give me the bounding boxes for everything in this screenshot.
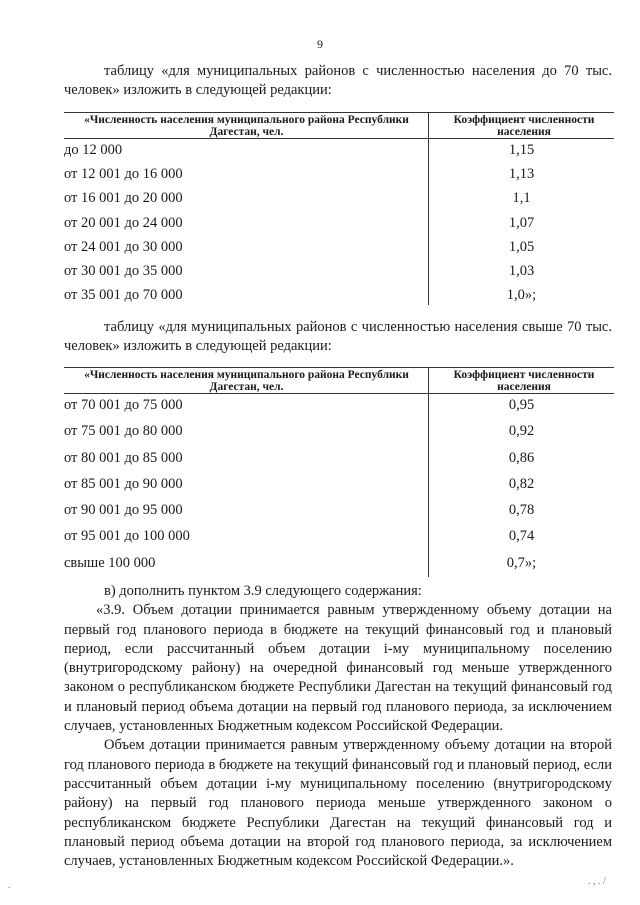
table-row: от 35 001 до 70 000 1,0»; [64,287,537,304]
intro-text-1: таблицу «для муниципальных районов с численностью населения до 70 тыс. человек» изложить в следующей редакции: [64,63,612,98]
page-number: 9 [317,37,323,51]
table-row: свыше 100 000 0,7»; [64,554,537,571]
table-row: от 30 001 до 35 000 1,03 [64,262,535,279]
amendment-text [64,582,612,871]
header-coefficient: Коэффициент численности населения [453,114,595,138]
paragraph-3-9-part-2: Объем дотации принимается равным утвержденному объему дотации на второй год планового периода в бюджете на текущий финансовый год и плановый период, если рассчитанный объем дотации i-му муниципальному поселению (внутригородскому району) на первый год планового периода меньше утвержденного законом о республиканском бюджете Республики Дагестан на текущий финансовый год и плановый период объема дотации на второй год планового периода, за исключением случаев, установленных Бюджетным кодексом Российской Федерации.». [64,737,612,870]
table-row: от 24 001 до 30 000 1,05 [64,238,535,255]
header-population: «Численность населения муниципального района Республики Дагестан, чел. [84,369,409,393]
header-coefficient: Коэффициент численности населения [453,369,595,393]
coefficient-table-1 [64,112,614,308]
item-v: в) дополнить пунктом 3.9 следующего содержания: [104,583,422,599]
scan-mark-left: . [8,880,11,891]
intro-paragraph-1 [64,62,612,100]
intro-paragraph-2 [64,318,612,356]
table-row: до 12 000 1,15 [64,142,535,158]
table-row: от 85 001 до 90 000 0,82 [64,475,535,492]
table-row: от 16 001 до 20 000 1,1 [64,190,531,207]
table-row: от 20 001 до 24 000 1,07 [64,214,535,231]
intro-text-2: таблицу «для муниципальных районов с численностью населения свыше 70 тыс. человек» изложить в следующей редакции: [64,319,612,354]
table-row: от 75 001 до 80 000 0,92 [64,423,535,440]
coefficient-table-2 [64,367,614,578]
table-header [64,112,614,139]
table-row: от 90 001 до 95 000 0,78 [64,502,535,519]
header-divider [428,368,429,393]
table-header [64,367,614,394]
header-population: «Численность населения муниципального района Республики Дагестан, чел. [84,114,409,138]
header-divider [428,113,429,138]
table-row: от 70 001 до 75 000 0,95 [64,397,535,413]
paragraph-3-9-part-1: «3.9. Объем дотации принимается равным утвержденному объему дотации на первый год планового периода в бюджете на текущий финансовый год и плановый период, если рассчитанный объем дотации i-му муниципальному поселению (внутригородскому району) на очередной финансовый год меньше утвержденного законом о республиканском бюджете Республики Дагестан на текущий финансовый год и плановый период объема дотации на первый год планового периода, за исключением случаев, установленных Бюджетным кодексом Российской Федерации. [64,602,612,735]
scan-mark-right: . , . / [588,876,606,887]
table-row: от 12 001 до 16 000 1,13 [64,166,535,183]
table-row: от 95 001 до 100 000 0,74 [64,528,535,545]
table-row: от 80 001 до 85 000 0,86 [64,449,535,466]
